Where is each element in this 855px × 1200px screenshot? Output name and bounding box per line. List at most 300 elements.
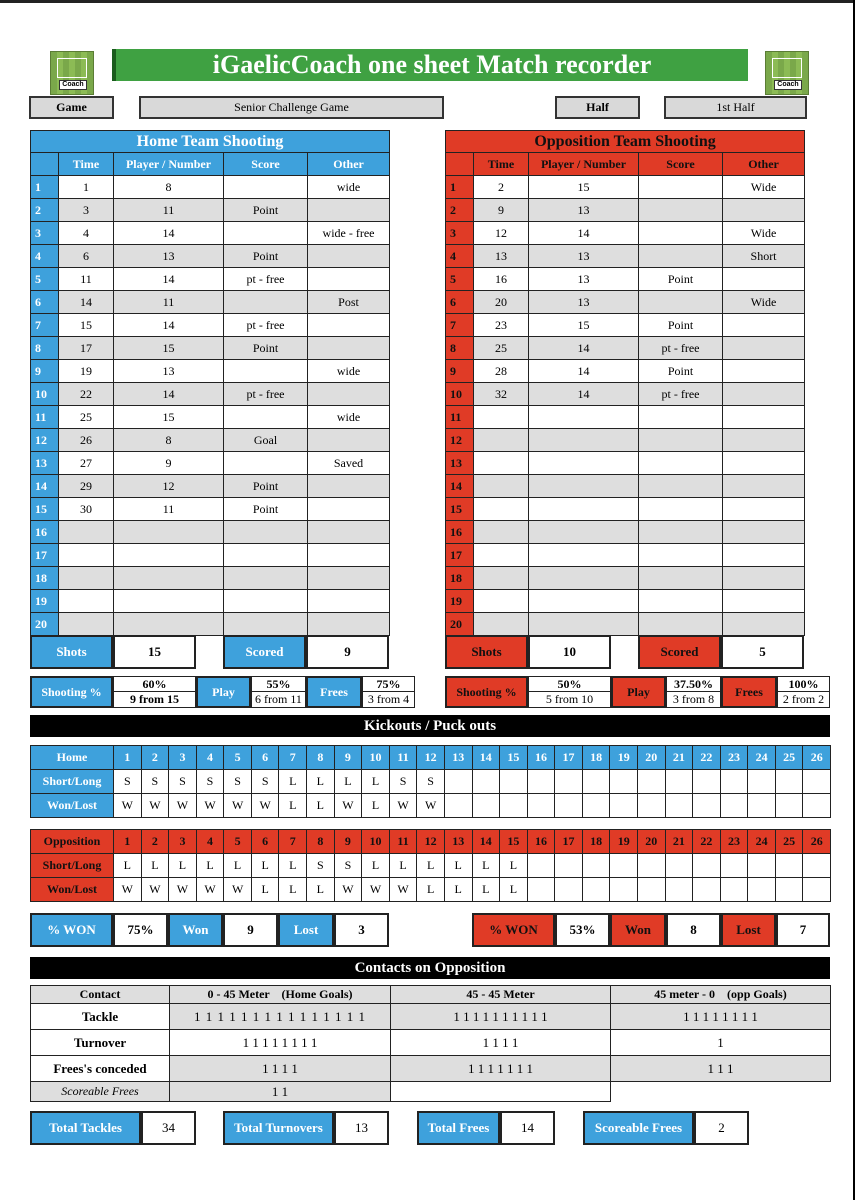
home_shooting-cell[interactable]: Point <box>224 199 308 222</box>
home_shooting-cell[interactable]: 8 <box>114 429 224 452</box>
opp-short-long-cell[interactable]: L <box>224 854 252 878</box>
opp_shooting-cell[interactable] <box>639 199 723 222</box>
opp_shooting-cell[interactable] <box>639 567 723 590</box>
home_shooting-cell[interactable]: 9 <box>114 452 224 475</box>
opp_shooting-cell[interactable] <box>639 406 723 429</box>
home-kickout-number: 2 <box>141 746 169 770</box>
home_shooting-cell[interactable]: 13 <box>114 245 224 268</box>
opp-short-long-cell[interactable]: L <box>279 854 307 878</box>
opp-short-long-cell[interactable] <box>720 854 748 878</box>
opp_shooting-cell[interactable]: 14 <box>529 337 639 360</box>
home_shooting-cell[interactable]: 26 <box>59 429 114 452</box>
opp_shooting-cell[interactable]: 9 <box>474 199 529 222</box>
home_shooting-cell[interactable] <box>114 613 224 636</box>
home-won-lost-cell[interactable] <box>500 794 528 818</box>
opp_shooting-cell[interactable]: 15 <box>529 314 639 337</box>
home_shooting-cell[interactable] <box>308 521 390 544</box>
home-short-long-cell[interactable]: L <box>307 770 335 794</box>
home_shooting-cell[interactable]: 22 <box>59 383 114 406</box>
opp-won-lost-cell[interactable] <box>582 878 610 902</box>
home_shooting-cell[interactable]: wide - free <box>308 222 390 245</box>
opp-won-lost-cell[interactable] <box>555 878 583 902</box>
opp_shooting-cell[interactable] <box>529 452 639 475</box>
home-won-lost-cell[interactable] <box>472 794 500 818</box>
home-won-lost-cell[interactable]: W <box>417 794 445 818</box>
opp_shooting-cell[interactable] <box>723 383 805 406</box>
home-won-lost-cell[interactable]: L <box>279 794 307 818</box>
total-tackles-label: Total Tackles <box>30 1111 141 1145</box>
opp_shooting-cell[interactable] <box>474 452 529 475</box>
home_shooting-cell[interactable] <box>308 314 390 337</box>
home_shooting-cell[interactable]: pt - free <box>224 383 308 406</box>
opp-short-long-cell[interactable] <box>527 854 555 878</box>
opp-won-lost-cell[interactable] <box>610 878 638 902</box>
home-short-long-cell[interactable] <box>637 770 665 794</box>
home_shooting-cell[interactable]: 4 <box>59 222 114 245</box>
opp-short-long-cell[interactable] <box>555 854 583 878</box>
home-short-long-cell[interactable]: S <box>251 770 279 794</box>
opp_shooting-cell[interactable] <box>529 521 639 544</box>
opp_shooting-cell[interactable]: 14 <box>529 222 639 245</box>
opp-kickout-number: 1 <box>114 830 142 854</box>
home_shooting-cell[interactable] <box>224 521 308 544</box>
opp_shooting-cell[interactable] <box>639 521 723 544</box>
home-won-lost-cell[interactable] <box>693 794 721 818</box>
opp-short-long-cell[interactable] <box>693 854 721 878</box>
home_shooting-cell[interactable]: 8 <box>114 176 224 199</box>
opp_shooting-cell[interactable] <box>529 590 639 613</box>
opp_shooting-cell[interactable] <box>474 429 529 452</box>
opp-short-long-cell[interactable]: L <box>362 854 390 878</box>
home_shooting-cell[interactable] <box>308 498 390 521</box>
game-value[interactable]: Senior Challenge Game <box>139 96 444 119</box>
home_shooting-cell[interactable] <box>59 521 114 544</box>
home_shooting-cell[interactable]: pt - free <box>224 314 308 337</box>
opp_shooting-cell[interactable]: Point <box>639 314 723 337</box>
opp_shooting-cell[interactable]: 15 <box>529 176 639 199</box>
opp_shooting-cell[interactable]: Wide <box>723 176 805 199</box>
opp_shooting-cell[interactable] <box>474 613 529 636</box>
home_shooting-row <box>31 429 390 452</box>
opp_shooting-cell[interactable] <box>639 222 723 245</box>
home_shooting-cell[interactable]: pt - free <box>224 268 308 291</box>
home-won-lost-cell[interactable]: W <box>114 794 142 818</box>
home_shooting-cell[interactable]: 11 <box>114 291 224 314</box>
opp_shooting-cell[interactable] <box>639 613 723 636</box>
opp_shooting-cell[interactable] <box>723 199 805 222</box>
home_shooting-cell[interactable] <box>308 590 390 613</box>
home_shooting-cell[interactable] <box>224 291 308 314</box>
opp-short-long-cell[interactable] <box>665 854 693 878</box>
opp_shooting-cell[interactable] <box>723 475 805 498</box>
home_shooting-cell[interactable] <box>224 567 308 590</box>
home-short-long-cell[interactable]: S <box>196 770 224 794</box>
opp-short-long-cell[interactable] <box>582 854 610 878</box>
home-won-lost-cell[interactable]: W <box>251 794 279 818</box>
home-won-lost-cell[interactable] <box>527 794 555 818</box>
opp_shooting-cell[interactable]: 13 <box>529 291 639 314</box>
opp-kickout-number: 13 <box>444 830 472 854</box>
home_shooting-cell[interactable]: 14 <box>114 222 224 245</box>
opp_shooting-row-number: 12 <box>446 429 474 452</box>
home_shooting-cell[interactable]: Post <box>308 291 390 314</box>
opp_shooting-cell[interactable] <box>639 429 723 452</box>
opp_shooting-cell[interactable] <box>723 429 805 452</box>
opp-short-long-cell[interactable] <box>803 854 831 878</box>
opp-won-lost-cell[interactable]: L <box>251 878 279 902</box>
opp-won-lost-cell[interactable]: W <box>141 878 169 902</box>
home_shooting-cell[interactable]: wide <box>308 176 390 199</box>
home_shooting-cell[interactable]: 3 <box>59 199 114 222</box>
home-short-long-cell[interactable]: L <box>279 770 307 794</box>
home-won-lost-cell[interactable]: W <box>141 794 169 818</box>
home-short-long-cell[interactable] <box>582 770 610 794</box>
home_shooting-row-number: 1 <box>31 176 59 199</box>
home_shooting-cell[interactable] <box>308 475 390 498</box>
home_shooting-cell[interactable] <box>59 613 114 636</box>
opp-won-lost-cell[interactable] <box>693 878 721 902</box>
home_shooting-cell[interactable]: 14 <box>114 268 224 291</box>
opp-kickout-number: 25 <box>775 830 803 854</box>
home-frees-pct-value: 75% <box>363 677 414 692</box>
opp-short-long-cell[interactable]: L <box>141 854 169 878</box>
home_shooting-col-header: Score <box>224 153 308 176</box>
home_shooting-cell[interactable] <box>224 406 308 429</box>
home-kickout-number: 26 <box>803 746 831 770</box>
home_shooting-cell[interactable]: 17 <box>59 337 114 360</box>
home_shooting-cell[interactable] <box>114 567 224 590</box>
home_shooting-col-index <box>31 153 59 176</box>
home_shooting-cell[interactable]: 15 <box>114 406 224 429</box>
home_shooting-cell[interactable]: wide <box>308 406 390 429</box>
opp_shooting-cell[interactable] <box>723 590 805 613</box>
home_shooting-cell[interactable] <box>59 544 114 567</box>
home-won-lost-cell[interactable]: W <box>389 794 417 818</box>
opp_shooting-cell[interactable] <box>474 590 529 613</box>
home_shooting-cell[interactable]: wide <box>308 360 390 383</box>
home-short-long-cell[interactable]: S <box>389 770 417 794</box>
opp-play-pct-detail: 3 from 8 <box>672 692 715 706</box>
home-won-lost-cell[interactable] <box>555 794 583 818</box>
opp_shooting-cell[interactable] <box>529 475 639 498</box>
opp_shooting-cell[interactable] <box>723 613 805 636</box>
home-won-lost-cell[interactable]: W <box>334 794 362 818</box>
opp_shooting-row <box>446 383 805 406</box>
opp-won-lost-cell[interactable]: L <box>279 878 307 902</box>
half-value[interactable]: 1st Half <box>664 96 807 119</box>
home_shooting-cell[interactable]: 15 <box>59 314 114 337</box>
home_shooting-cell[interactable]: 11 <box>59 268 114 291</box>
opp-short-long-cell[interactable]: L <box>417 854 445 878</box>
home_shooting-cell[interactable]: 1 <box>59 176 114 199</box>
home-short-long-cell[interactable] <box>527 770 555 794</box>
home-won-lost-cell[interactable] <box>582 794 610 818</box>
home_shooting-cell[interactable]: 30 <box>59 498 114 521</box>
opp_shooting-row <box>446 406 805 429</box>
opp-won-lost-cell[interactable] <box>527 878 555 902</box>
home_shooting-cell[interactable]: Point <box>224 498 308 521</box>
opp-short-long-cell[interactable]: L <box>114 854 142 878</box>
opp_shooting-col-header: Player / Number <box>529 153 639 176</box>
opp_shooting-cell[interactable] <box>639 498 723 521</box>
opp-won-lost-cell[interactable]: W <box>114 878 142 902</box>
home_shooting-cell[interactable]: 25 <box>59 406 114 429</box>
opp_shooting-cell[interactable] <box>639 544 723 567</box>
opp-short-long-cell[interactable] <box>748 854 776 878</box>
home-short-long-cell[interactable]: L <box>362 770 390 794</box>
opp-won-lost-cell[interactable] <box>748 878 776 902</box>
opp-won-lost-cell[interactable]: W <box>169 878 197 902</box>
home-short-long-cell[interactable]: S <box>114 770 142 794</box>
opp_shooting-cell[interactable] <box>529 567 639 590</box>
home-short-long-cell[interactable] <box>693 770 721 794</box>
opp-short-long-cell[interactable]: L <box>389 854 417 878</box>
opp_shooting-cell[interactable]: 2 <box>474 176 529 199</box>
opp_shooting-cell[interactable]: 20 <box>474 291 529 314</box>
home_shooting-cell[interactable] <box>224 613 308 636</box>
opp_shooting-cell[interactable]: 16 <box>474 268 529 291</box>
opp_shooting-row <box>446 613 805 636</box>
opp-won-lost-cell[interactable]: W <box>362 878 390 902</box>
home_shooting-cell[interactable] <box>59 567 114 590</box>
opp_shooting-cell[interactable]: pt - free <box>639 383 723 406</box>
opp_shooting-cell[interactable] <box>474 544 529 567</box>
opp_shooting-cell[interactable] <box>529 544 639 567</box>
opp_shooting-cell[interactable] <box>723 544 805 567</box>
opp-short-long-cell[interactable]: L <box>251 854 279 878</box>
home_shooting-cell[interactable] <box>308 337 390 360</box>
home_shooting-cell[interactable] <box>224 452 308 475</box>
home_shooting-row-number: 19 <box>31 590 59 613</box>
opp-short-long-cell[interactable]: S <box>307 854 335 878</box>
opp-short-long-cell[interactable]: L <box>500 854 528 878</box>
opp_shooting-cell[interactable]: Point <box>639 360 723 383</box>
home_shooting-cell[interactable]: 6 <box>59 245 114 268</box>
opp-won-lost-cell[interactable]: L <box>417 878 445 902</box>
home-short-long-cell[interactable]: L <box>334 770 362 794</box>
opp_shooting-cell[interactable] <box>723 406 805 429</box>
opp_shooting-cell[interactable]: 14 <box>529 383 639 406</box>
opp-won-lost-cell[interactable]: W <box>224 878 252 902</box>
opp_shooting-cell[interactable]: 25 <box>474 337 529 360</box>
home_shooting-cell[interactable]: 11 <box>114 199 224 222</box>
opp-won-lost-cell[interactable]: L <box>472 878 500 902</box>
opp-short-long-cell[interactable]: L <box>472 854 500 878</box>
opp_shooting-cell[interactable]: pt - free <box>639 337 723 360</box>
opp_shooting-cell[interactable]: 12 <box>474 222 529 245</box>
home-won-lost-cell[interactable]: L <box>362 794 390 818</box>
home_shooting-cell[interactable]: 14 <box>114 314 224 337</box>
opp_shooting-row-number: 8 <box>446 337 474 360</box>
home-short-long-cell[interactable]: S <box>417 770 445 794</box>
home_shooting-cell[interactable] <box>224 222 308 245</box>
opp-won-lost-cell[interactable]: L <box>500 878 528 902</box>
home-short-long-cell[interactable] <box>720 770 748 794</box>
home-short-long-cell[interactable]: S <box>169 770 197 794</box>
opp_shooting-cell[interactable]: 23 <box>474 314 529 337</box>
opp-won-lost-cell[interactable] <box>665 878 693 902</box>
home_shooting-cell[interactable] <box>308 268 390 291</box>
opp-short-long-cell[interactable]: L <box>196 854 224 878</box>
home-won-lost-cell[interactable] <box>803 794 831 818</box>
home-kickout-number: 18 <box>582 746 610 770</box>
opp_shooting-cell[interactable]: Wide <box>723 222 805 245</box>
opp_shooting-cell[interactable]: 28 <box>474 360 529 383</box>
contact-turnover-label: Turnover <box>31 1030 170 1056</box>
opp_shooting-row <box>446 521 805 544</box>
home_shooting-cell[interactable]: Goal <box>224 429 308 452</box>
home_shooting-cell[interactable]: 12 <box>114 475 224 498</box>
home-short-long-cell[interactable] <box>803 770 831 794</box>
opp-won-lost-cell[interactable] <box>720 878 748 902</box>
home-won-lost-cell[interactable] <box>665 794 693 818</box>
opp_shooting-cell[interactable] <box>723 567 805 590</box>
opp-kickout-number: 17 <box>555 830 583 854</box>
home-won-lost-cell[interactable] <box>637 794 665 818</box>
opp_shooting-cell[interactable]: 14 <box>529 360 639 383</box>
home-short-long-cell[interactable] <box>775 770 803 794</box>
home-won-lost-cell[interactable] <box>748 794 776 818</box>
opp_shooting-cell[interactable]: 13 <box>529 268 639 291</box>
home-short-long-cell[interactable]: S <box>224 770 252 794</box>
home_shooting-cell[interactable]: Point <box>224 245 308 268</box>
opp_shooting-cell[interactable] <box>639 452 723 475</box>
opp-short-long-cell[interactable] <box>637 854 665 878</box>
opp_shooting-cell[interactable]: 13 <box>529 199 639 222</box>
home-short-long-cell[interactable] <box>748 770 776 794</box>
opp_shooting-cell[interactable] <box>723 360 805 383</box>
opp_shooting-cell[interactable] <box>639 176 723 199</box>
opp-short-long-cell[interactable]: L <box>444 854 472 878</box>
home_shooting-cell[interactable] <box>308 613 390 636</box>
home-short-long-cell[interactable] <box>665 770 693 794</box>
home-won-lost-cell[interactable] <box>610 794 638 818</box>
home_shooting-cell[interactable]: 15 <box>114 337 224 360</box>
home-short-long-cell[interactable] <box>444 770 472 794</box>
home_shooting-cell[interactable]: 14 <box>59 291 114 314</box>
home_shooting-cell[interactable] <box>59 590 114 613</box>
home-won-lost-cell[interactable] <box>444 794 472 818</box>
home-short-long-cell[interactable] <box>555 770 583 794</box>
opp_shooting-row-number: 15 <box>446 498 474 521</box>
home-kickout-number: 7 <box>279 746 307 770</box>
opp_shooting-cell[interactable] <box>529 498 639 521</box>
home_shooting-cell[interactable]: 19 <box>59 360 114 383</box>
opp_shooting-cell[interactable]: 13 <box>474 245 529 268</box>
opp-short-long-cell[interactable]: L <box>169 854 197 878</box>
opp_shooting-cell[interactable] <box>474 498 529 521</box>
home_shooting-cell[interactable] <box>308 245 390 268</box>
home_shooting-cell[interactable]: Point <box>224 337 308 360</box>
home-won-lost-cell[interactable]: L <box>307 794 335 818</box>
home_shooting-cell[interactable]: Point <box>224 475 308 498</box>
opp_shooting-cell[interactable] <box>723 337 805 360</box>
home_shooting-cell[interactable]: 29 <box>59 475 114 498</box>
opp_shooting-cell[interactable] <box>474 406 529 429</box>
opp_shooting-cell[interactable] <box>529 406 639 429</box>
opp-short-long-cell[interactable] <box>610 854 638 878</box>
opp_shooting-cell[interactable] <box>723 314 805 337</box>
opp_shooting-cell[interactable] <box>723 498 805 521</box>
home-won-lost-cell[interactable] <box>720 794 748 818</box>
opp_shooting-cell[interactable] <box>474 475 529 498</box>
home-short-long-cell[interactable] <box>610 770 638 794</box>
home-won-lost-cell[interactable]: W <box>224 794 252 818</box>
home_shooting-row <box>31 613 390 636</box>
home_shooting-cell[interactable] <box>308 199 390 222</box>
opp_shooting-cell[interactable] <box>639 291 723 314</box>
home_shooting-cell[interactable] <box>308 383 390 406</box>
opp_shooting-cell[interactable] <box>474 567 529 590</box>
home_shooting-cell[interactable]: 27 <box>59 452 114 475</box>
opp_shooting-cell[interactable]: 32 <box>474 383 529 406</box>
home_shooting-cell[interactable] <box>224 590 308 613</box>
opp_shooting-cell[interactable] <box>723 452 805 475</box>
home_shooting-cell[interactable] <box>114 590 224 613</box>
home_shooting-cell[interactable]: Saved <box>308 452 390 475</box>
home_shooting-cell[interactable] <box>308 544 390 567</box>
home-short-long-cell[interactable] <box>472 770 500 794</box>
home_shooting-cell[interactable]: 11 <box>114 498 224 521</box>
home_shooting-cell[interactable] <box>224 176 308 199</box>
opp-won-lost-cell[interactable] <box>803 878 831 902</box>
opp-won-lost-cell[interactable] <box>637 878 665 902</box>
opp_shooting-cell[interactable] <box>639 245 723 268</box>
home-won-lost-cell[interactable] <box>775 794 803 818</box>
opp-won-lost-cell[interactable]: W <box>196 878 224 902</box>
opp-shooting-pct <box>528 676 611 708</box>
opp-short-long-cell[interactable]: S <box>334 854 362 878</box>
opp_shooting-cell[interactable] <box>474 521 529 544</box>
home_shooting-cell[interactable] <box>308 429 390 452</box>
opp-won-lost-cell[interactable]: L <box>307 878 335 902</box>
home-scored-value: 9 <box>306 635 389 669</box>
opp_shooting-cell[interactable]: 13 <box>529 245 639 268</box>
opp-won-lost-cell[interactable]: W <box>389 878 417 902</box>
home-won-lost-cell[interactable]: W <box>196 794 224 818</box>
opp-won-lost-cell[interactable] <box>775 878 803 902</box>
opp_shooting-cell[interactable] <box>639 590 723 613</box>
opp_shooting-cell[interactable] <box>723 268 805 291</box>
opp-won-lost-cell[interactable]: L <box>444 878 472 902</box>
opp_shooting-cell[interactable]: Wide <box>723 291 805 314</box>
home-kickout-number: 5 <box>224 746 252 770</box>
home-kickout-number: 14 <box>472 746 500 770</box>
home_shooting-cell[interactable]: 13 <box>114 360 224 383</box>
home-short-long-cell[interactable] <box>500 770 528 794</box>
home_shooting-cell[interactable] <box>308 567 390 590</box>
opp_shooting-row-number: 10 <box>446 383 474 406</box>
opp-short-long-cell[interactable] <box>775 854 803 878</box>
home-short-long-cell[interactable]: S <box>141 770 169 794</box>
home_shooting-cell[interactable] <box>114 544 224 567</box>
opp_shooting-cell[interactable]: Point <box>639 268 723 291</box>
opp_shooting-cell[interactable] <box>529 613 639 636</box>
opp_shooting-cell[interactable] <box>723 521 805 544</box>
opp_shooting-row-number: 13 <box>446 452 474 475</box>
opp_shooting-cell[interactable]: Short <box>723 245 805 268</box>
opp-kickout-number: 23 <box>720 830 748 854</box>
opp_shooting-cell[interactable] <box>639 475 723 498</box>
home-won-lost-cell[interactable]: W <box>169 794 197 818</box>
home_shooting-cell[interactable]: 14 <box>114 383 224 406</box>
total-tackles-value: 34 <box>141 1111 196 1145</box>
opp-won-lost-cell[interactable]: W <box>334 878 362 902</box>
home_shooting-cell[interactable] <box>114 521 224 544</box>
home_shooting-cell[interactable] <box>224 544 308 567</box>
home_shooting-cell[interactable] <box>224 360 308 383</box>
opp_shooting-cell[interactable] <box>529 429 639 452</box>
